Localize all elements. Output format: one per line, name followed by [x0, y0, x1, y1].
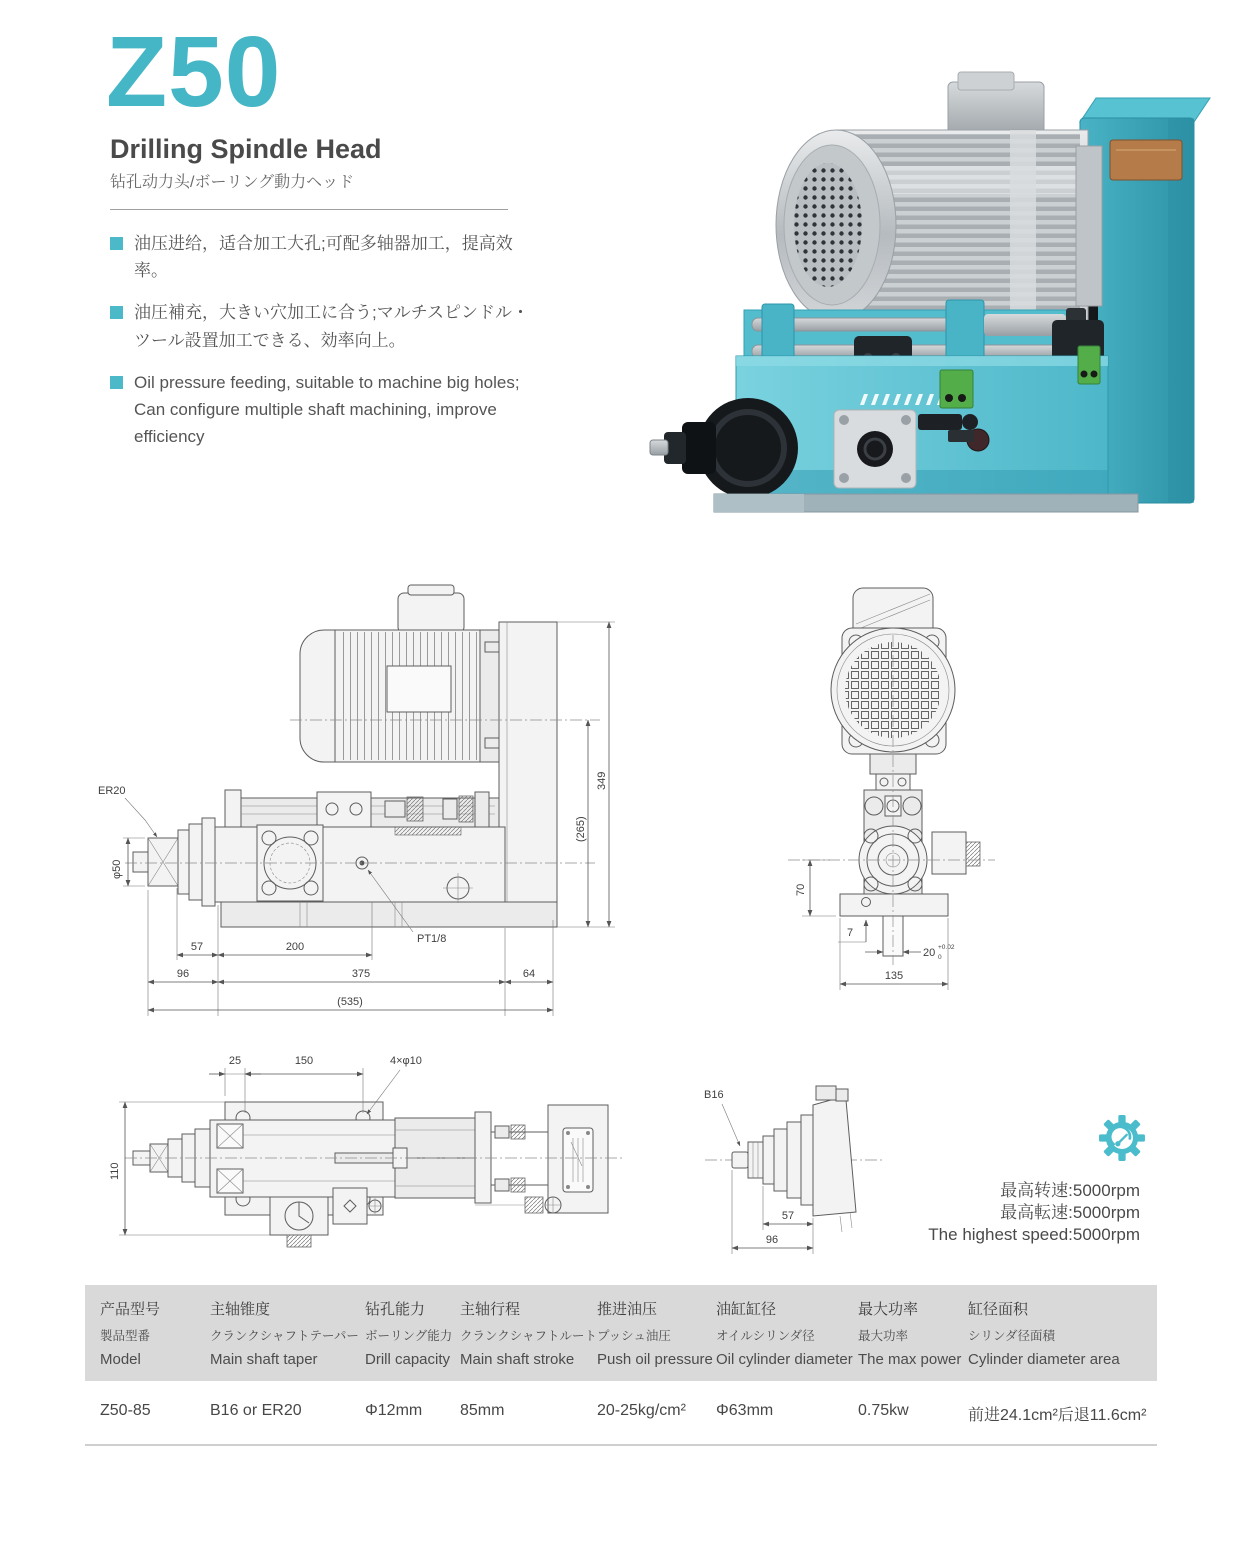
dim-110: 110: [109, 1162, 121, 1180]
cell-drill-capacity: Φ12mm: [365, 1402, 423, 1419]
dim-375: 375: [351, 968, 371, 980]
dim-57: 57: [190, 941, 204, 953]
divider: [110, 209, 508, 210]
motor-outline: [300, 585, 480, 762]
dim-96: 96: [176, 968, 190, 980]
max-speed-specs: [840, 1180, 1140, 1246]
cell-model: Z50-85: [100, 1402, 151, 1419]
electric-motor: [776, 72, 1102, 320]
page-title: Z50: [106, 16, 282, 128]
limit-switch-block: [1078, 346, 1100, 384]
cell-cylinder-area: 前进24.1cm²后退11.6cm²: [968, 1407, 1147, 1424]
dim-b16: B16: [704, 1089, 724, 1101]
dim-135: 135: [884, 970, 904, 982]
limit-switch-block: [940, 370, 973, 408]
dim-holes: 4×φ10: [390, 1055, 422, 1067]
feature-item: [110, 299, 530, 353]
dim-25: 25: [228, 1055, 242, 1067]
dim-20-tol-zero: 0: [938, 954, 942, 961]
product-subtitle: 钻孔动力头/ボーリング動力ヘッド: [110, 174, 355, 191]
col-cylinder-area: 缸径面积 シリンダ径面積 Cylinder diameter area: [968, 1301, 1120, 1368]
spec-table-header: [85, 1285, 1157, 1381]
feature-item: [110, 230, 530, 284]
headstock-outline: [133, 790, 557, 927]
col-drill-capacity: 钻孔能力 ボーリング能力 Drill capacity: [365, 1301, 453, 1368]
speed-gear-icon: [1098, 1114, 1146, 1162]
drawing-plan-view: [105, 1040, 665, 1270]
brand-nameplate: [1110, 140, 1182, 180]
col-oil-pressure: 推进油压 プッシュ油圧 Push oil pressure: [597, 1301, 713, 1368]
dim-57b: 57: [781, 1210, 795, 1222]
feature-text-ja: 油圧補充，大きい穴加工に合う;マルチスピンドル・ツール設置加工できる、効率向上。: [134, 303, 530, 350]
col-shaft-stroke: 主轴行程 クランクシャフトルート Main shaft stroke: [460, 1301, 598, 1368]
dim-20: 20: [923, 947, 936, 959]
dim-150: 150: [294, 1055, 314, 1067]
plan-view-outline: [133, 1102, 608, 1247]
col-model: 产品型号 製品型番 Model: [100, 1301, 161, 1368]
product-name: Drilling Spindle Head: [110, 134, 382, 164]
dim-265: (265): [575, 816, 587, 842]
dim-70: 70: [795, 883, 807, 896]
cell-shaft-taper: B16 or ER20: [210, 1402, 302, 1419]
motor-vent-grid: [794, 163, 862, 287]
product-photo: [648, 58, 1233, 533]
cell-max-power: 0.75kw: [858, 1402, 909, 1419]
dim-pt18: PT1/8: [417, 933, 447, 945]
dim-535: (535): [337, 996, 363, 1008]
max-speed-zh: 最高转速:5000rpm: [1000, 1181, 1140, 1200]
drawing-front-view: [770, 580, 1010, 1000]
spec-table-row: [85, 1381, 1157, 1446]
square-bullet-icon: [110, 237, 123, 250]
col-shaft-taper: 主轴锥度 クランクシャフトテーパー Main shaft taper: [210, 1301, 359, 1368]
drawing-side-view: [95, 580, 715, 1040]
spindle-nose: [650, 398, 798, 498]
square-bullet-icon: [110, 376, 123, 389]
col-cylinder-diameter: 油缸缸径 オイルシリンダ径 Oil cylinder diameter: [716, 1301, 853, 1368]
cell-shaft-stroke: 85mm: [460, 1402, 505, 1419]
feature-text-zh: 油压进给，适合加工大孔;可配多轴器加工，提高效率。: [134, 234, 513, 281]
feature-item: [110, 369, 530, 451]
spec-table: [85, 1285, 1157, 1446]
front-view-outline: [831, 588, 980, 956]
dim-349: 349: [596, 771, 608, 790]
dim-20-tol-plus: +0.02: [938, 944, 955, 951]
feature-list: [110, 230, 530, 465]
cell-cylinder-diameter: Φ63mm: [716, 1402, 774, 1419]
dim-7: 7: [846, 927, 854, 939]
feature-text-en: Oil pressure feeding, suitable to machine big holes; Can configure multiple shaft machining, improve efficiency: [134, 372, 520, 447]
dim-96b: 96: [765, 1234, 779, 1246]
dim-er20: ER20: [98, 785, 126, 797]
square-bullet-icon: [110, 306, 123, 319]
col-max-power: 最大功率 最大功率 The max power: [858, 1301, 962, 1368]
dim-64: 64: [522, 968, 536, 980]
dim-phi50: φ50: [111, 859, 123, 879]
max-speed-en: The highest speed:5000rpm: [928, 1225, 1140, 1244]
max-speed-ja: 最高転速:5000rpm: [1000, 1203, 1140, 1222]
dim-200: 200: [285, 941, 305, 953]
cell-oil-pressure: 20-25kg/cm²: [597, 1402, 686, 1419]
